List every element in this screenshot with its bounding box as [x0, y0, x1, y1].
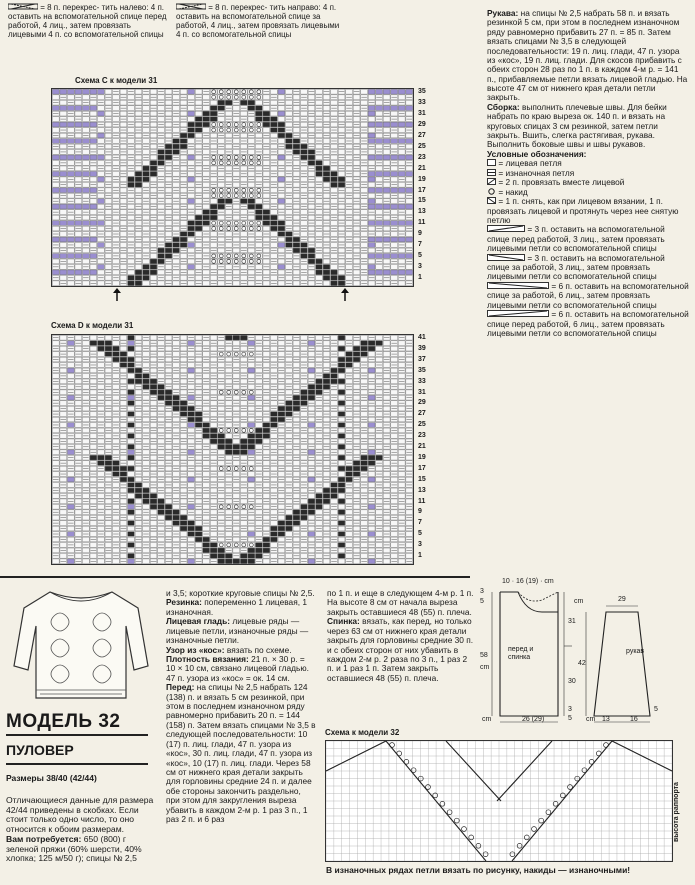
row-number: 3: [418, 541, 422, 549]
row-number: 5: [418, 252, 422, 260]
diagram-val-5b: 5: [568, 715, 572, 722]
cable-pattern-paragraph: Узор из «кос»: вязать по схеме.: [166, 644, 292, 655]
legend-skpo: = 1 п. снять, как при лицевом вязании, 1 п. провязать лицевой и протянуть через нее снятую петлю: [487, 196, 679, 225]
row-number: 27: [418, 131, 426, 139]
legend-purl: = изнаночная петля: [487, 169, 689, 179]
schema-32-title: Схема к модели 32: [325, 728, 400, 737]
right-column: [487, 9, 689, 338]
top-mid-rest: тить направо: 4 п. оставить на вспомогательной спице за работой, 4 лиц., затем провязать лицевыми 4 п. со вспомогательной спицы: [176, 3, 340, 40]
schema-32-footnote: В изнаночных рядах петли вязать по рисунку, накиды — изнаночными!: [326, 865, 631, 875]
sweater-sketch: [10, 586, 152, 704]
row-number: 23: [418, 432, 426, 440]
legend-knit: = лицевая петля: [487, 159, 689, 169]
top-left-rest: тить налево: 4 п. оставить на вспомогательной спице перед работой, 4 лиц., затем провязать лицевыми 4 п. со вспомогательной спицы: [8, 3, 167, 40]
diagram-val-3b: 3: [568, 706, 572, 713]
assembly-paragraph: [487, 103, 689, 150]
text-column-3: [327, 589, 475, 683]
row-number: 15: [418, 197, 426, 205]
row-number: 1: [418, 274, 422, 282]
text-column-2: [166, 589, 316, 825]
diagram-cm-left: cm: [480, 664, 490, 671]
diagram-cm-sleeve-bottom: cm: [586, 716, 596, 723]
row-number: 25: [418, 421, 426, 429]
row-number: 7: [418, 519, 422, 527]
legend-k2tog: = 2 п. провязать вместе лицевой: [487, 178, 689, 188]
row-number: 25: [418, 142, 426, 150]
schema-c-chart: [51, 88, 414, 287]
diagram-top-dims: 10 · 16 (19) · cm: [502, 578, 554, 585]
diagram-sleeve-top: 29: [618, 596, 626, 603]
row-number: 3: [418, 263, 422, 271]
diagram-sleeve-label: рукав: [626, 648, 645, 655]
schema-32-chart: [325, 740, 673, 862]
legend-title: Условные обозначения:: [487, 148, 587, 159]
diagram-right-30: 30: [568, 678, 576, 685]
row-number: 9: [418, 508, 422, 516]
row-number: 1: [418, 552, 422, 560]
diagram-val-5a: 5: [480, 598, 484, 605]
gauge-paragraph: Плотность вязания: 21 п. × 30 р. = 10 × 10 см, связано лицевой гладью. 47 п. узора из «кос» = ок. 14 см.: [166, 653, 309, 683]
row-number: 15: [418, 475, 426, 483]
row-number: 13: [418, 208, 426, 216]
row-number: 31: [418, 388, 426, 396]
diagram-bottom-front: 26 (29): [522, 716, 545, 723]
stockinette-paragraph: Лицевая гладь: лицевые ряды — лицевые петли, изнаночные ряды — изнаночные петли.: [166, 616, 309, 646]
assembly-text: выполнить плечевые швы. Для бейки набрать по краю выреза ок. 140 п. и вязать на круговых спицах 3 см резинкой, затем петли закрыть. Вшить, слегка растягивая, рукава. Выполнить боковые швы и швы рукавов.: [487, 101, 667, 150]
schema-c-row-numbers: [418, 88, 434, 285]
sleeve-text: на спицы № 2,5 набрать 58 п. и вязать резинкой 5 см, при этом в последнем изнаночном ряду равномерно прибавить 27 п. = 85 п. Затем вязать спицами № 3,5 в следующей последовательности: 19 п. лиц. глади, 47 п. узора из «кос», 19 п. лиц. глади. Для скосов прибавить с обеих сторон 28 раз по 1 п. в каждом 4-м р. = 141 п., прибавляемые петли вязать лицевой гладью. На высоте 47 см от нижнего края детали петли закрыть.: [487, 8, 688, 103]
diagram-cm-bottom: cm: [482, 716, 492, 723]
top-left-line1: = 8 п. перекрес-: [40, 3, 100, 12]
row-number: 33: [418, 377, 426, 385]
arrow-up-icon: [113, 288, 121, 304]
model-32-subtitle: ПУЛОВЕР: [6, 742, 74, 758]
schema-d-title: Схема D к модели 31: [51, 321, 134, 330]
diagram-sleeve-bottom-a: 13: [602, 716, 610, 723]
model-32-sizes: Размеры 38/40 (42/44): [6, 773, 97, 783]
rib-paragraph: Резинка: попеременно 1 лицевая, 1 изнаночная.: [166, 597, 307, 617]
model-subtitle-underline: [6, 763, 148, 765]
row-number: 11: [418, 497, 426, 505]
legend-cable6-right: = 6 п. оставить на вспомогательной спице за работой, 6 лиц., затем провязать лицевыми петли со вспомогательной спицы: [487, 280, 689, 310]
intro-text: Отличающиеся данные для размера 42/44 приведены в скобках. Если стоит только одно число, то оно относится к обоим размерам.: [6, 795, 154, 835]
need-text: 650 (800) г зеленой пряжи (60% шерсти, 40% хлопка; 125 м/50 г); спицы № 2,5: [6, 833, 142, 864]
diagram-cm-sleeve: cm: [574, 598, 584, 605]
row-number: 19: [418, 175, 426, 183]
row-number: 29: [418, 120, 426, 128]
sleeve-label: Рукава:: [487, 8, 519, 18]
row-number: 29: [418, 399, 426, 407]
schema-d-grid: [52, 335, 413, 564]
row-number: 39: [418, 344, 426, 352]
row-number: 9: [418, 230, 422, 238]
cable-8-left-icon: [8, 3, 38, 12]
stitch-cells: [52, 89, 412, 285]
model-title-underline: [6, 734, 148, 736]
row-number: 27: [418, 410, 426, 418]
row-number: 21: [418, 164, 426, 172]
schema-c-grid: [52, 89, 413, 286]
diagram-right-31: 31: [568, 618, 576, 625]
row-number: 37: [418, 355, 426, 363]
diagram-left-58: 58: [480, 652, 488, 659]
col2-text1: и 3,5; короткие круговые спицы № 2,5.: [166, 588, 315, 598]
row-number: 35: [418, 88, 426, 95]
schema-32-grid: [326, 741, 672, 861]
knit-stitch-icon: [487, 159, 496, 168]
row-number: 17: [418, 186, 426, 194]
need-paragraph: [6, 835, 154, 864]
rapport-height-label: высота раппорта: [673, 782, 680, 842]
model-32-title: МОДЕЛЬ 32: [6, 711, 121, 732]
schema-d-row-numbers: [418, 334, 434, 563]
purl-stitch-icon: [487, 169, 496, 178]
row-number: 35: [418, 366, 426, 374]
row-number: 7: [418, 241, 422, 249]
col3-text1: по 1 п. и еще в следующем 4-м р. 1 п. На высоте 8 см от начала выреза закрыть оставшиеся 48 (55) п. плеча.: [327, 588, 474, 617]
section-divider: [0, 576, 470, 578]
diagram-sleeve-bottom-b: 16: [630, 716, 638, 723]
yarn-over-icon: [487, 188, 496, 197]
legend-cable3-right: = 3 п. оставить на вспомогательной спице за работой, 3 лиц., затем провязать лицевыми петли со вспомогательной спицы: [487, 252, 665, 282]
k2tog-icon: [487, 178, 496, 187]
row-number: 31: [418, 109, 426, 117]
legend-cable3-left: = 3 п. оставить на вспомогательной спице перед работой, 3 лиц., затем провязать лицевыми петли со вспомогательной спицы: [487, 224, 665, 254]
schema-d-chart: [51, 334, 414, 565]
legend-yo: = накид: [487, 188, 689, 198]
row-number: 23: [418, 153, 426, 161]
row-number: 17: [418, 464, 426, 472]
top-mid-line1: = 8 п. перекрес-: [208, 3, 268, 12]
row-number: 5: [418, 530, 422, 538]
row-number: 21: [418, 443, 426, 451]
diagram-sleeve-42: 42: [578, 660, 586, 667]
sleeve-paragraph: [487, 9, 689, 103]
row-number: 11: [418, 219, 426, 227]
top-left-cable-note: [8, 3, 168, 40]
cable-8-right-icon: [176, 3, 206, 12]
back-paragraph: Спинка: вязать, как перед, но только через 63 см от нижнего края детали закрыть для горловины средние 30 п. и с обеих сторон от них убавить в каждом 2-м р. 2 раза по 3 п., 1 раз 2 п. и 1 раз 1 п. Затем закрыть оставшиеся 48 (55) п. плеча.: [327, 616, 474, 683]
row-number: 33: [418, 98, 426, 106]
arrow-up-icon-right: [341, 288, 349, 304]
diagram-front-label: перед и спинка: [508, 646, 534, 662]
schema-c-title: Схема С к модели 31: [75, 76, 158, 85]
top-mid-cable-note: [176, 3, 341, 40]
measurement-diagram: [478, 576, 695, 724]
need-label: Вам потребуется:: [6, 833, 82, 844]
diagram-val-3a: 3: [480, 588, 484, 595]
front-paragraph: Перед: на спицы № 2,5 набрать 124 (138) п. и вязать 5 см резинкой, при этом в последнем изнаночном ряду равномерно прибавить 20 п. = 144 (158) п. Затем вязать спицами № 3,5 в следующей последовательности: 10 (17) п. лиц. глади, 47 п. узора из «кос», 30 п. лиц. глади, 47 п. узора из «кос», 10 (17) п. лиц. глади. Через 58 см от нижнего края детали закрыть для горловины средние 24 п. и далее обе стороны закончить раздельно, при этом для закругления выреза убавить в каждом 2-м р. 1 раз 3 п., 1 раз 2 п. и 6 раз: [166, 682, 316, 825]
assembly-label: Сборка:: [487, 101, 520, 112]
row-number: 41: [418, 334, 426, 341]
model-32-intro: [6, 796, 154, 864]
lace-grid: [326, 741, 672, 861]
diagram-sleeve-5: 5: [654, 706, 658, 713]
legend-cable6-left: = 6 п. оставить на вспомогательной спице перед работой, 6 лиц., затем провязать лицевыми петли со вспомогательной спицы: [487, 309, 689, 338]
row-number: 19: [418, 453, 426, 461]
row-number: 13: [418, 486, 426, 494]
stitch-cells: [52, 335, 412, 563]
sweater-illustration-icon: [10, 586, 152, 704]
